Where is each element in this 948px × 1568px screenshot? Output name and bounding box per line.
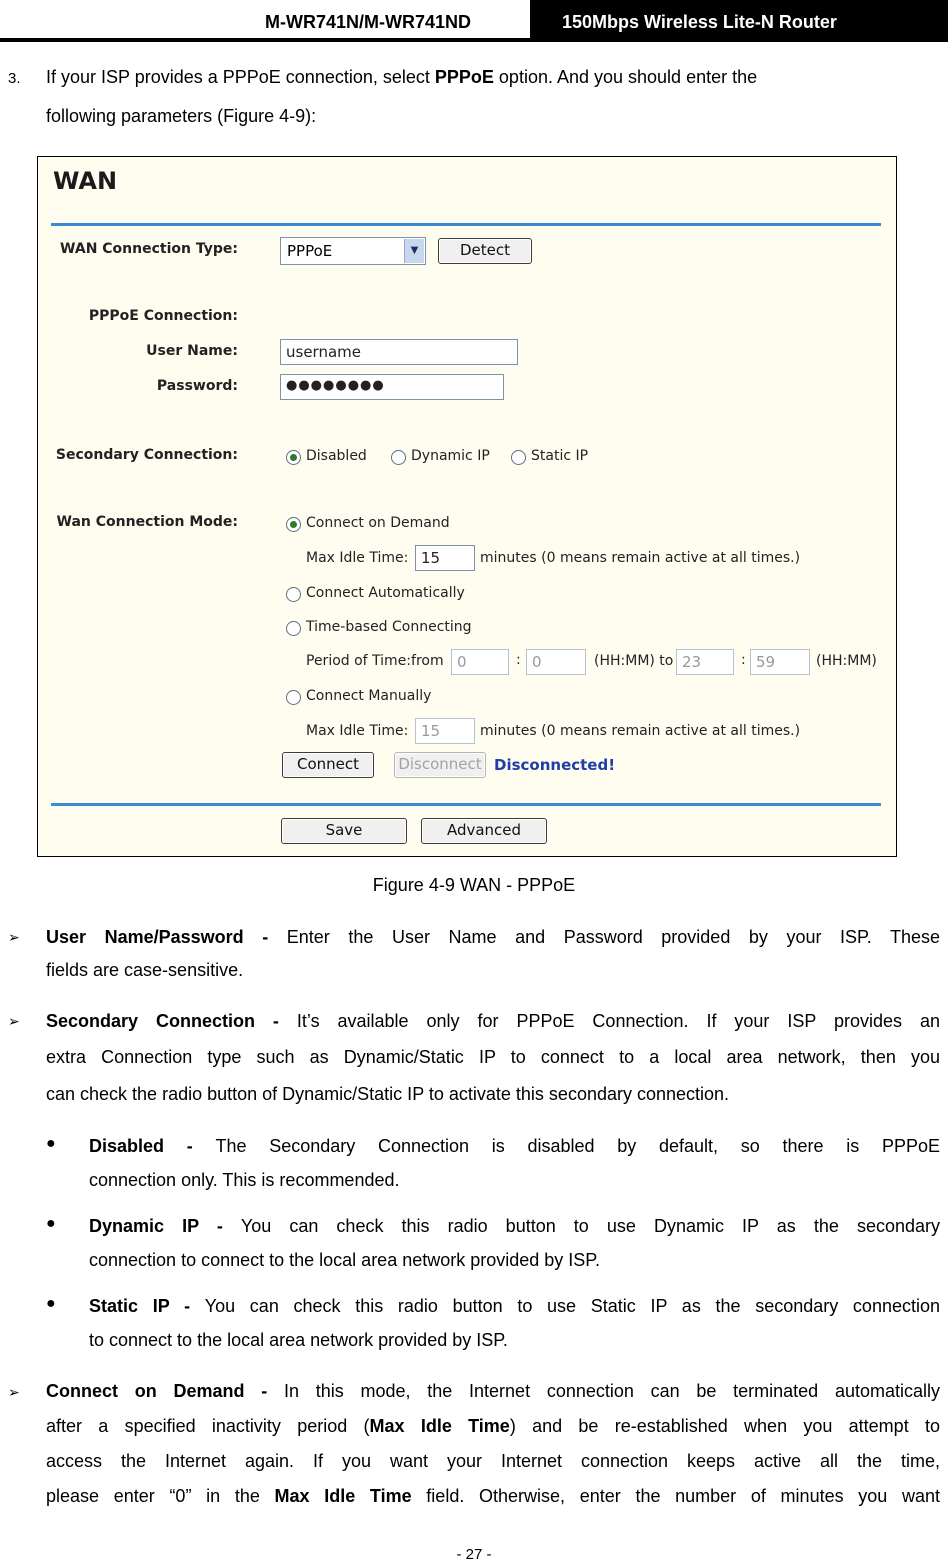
- user-password-line-2: fields are case-sensitive.: [46, 960, 244, 980]
- arrow-bullet-icon: ➢: [8, 1384, 20, 1400]
- connect-button[interactable]: Connect: [282, 752, 374, 778]
- secondary-static-ip-label: Static IP: [531, 448, 589, 464]
- connect-on-demand-label: Connect on Demand: [306, 515, 450, 531]
- secondary-line-2: extra Connection type such as Dynamic/Static IP to connect to a local area network, then you: [46, 1047, 940, 1067]
- detect-button[interactable]: Detect: [438, 238, 532, 264]
- dynamic-ip-line-1: Dynamic IP - You can check this radio button to use Dynamic IP as the secondary: [89, 1216, 940, 1236]
- max-idle-time-manual-note: minutes (0 means remain active at all times.): [480, 723, 801, 739]
- dynamic-ip-line-2: connection to connect to the local area network provided by ISP.: [89, 1250, 600, 1270]
- connect-automatically-label: Connect Automatically: [306, 585, 465, 601]
- secondary-disabled-label: Disabled: [306, 448, 367, 464]
- demand-line-2: after a specified inactivity period (Max Idle Time) and be re-established when you attempt to: [46, 1416, 940, 1436]
- max-idle-time-input[interactable]: 15: [415, 545, 475, 571]
- top-divider: [51, 223, 881, 226]
- max-idle-time-manual-input[interactable]: 15: [415, 718, 475, 744]
- demand-line-3: access the Internet again. If you want your Internet connection keeps active all the time,: [46, 1451, 940, 1471]
- connect-manually-label: Connect Manually: [306, 688, 432, 704]
- time-separator: :: [516, 652, 521, 668]
- static-ip-line-2: to connect to the local area network provided by ISP.: [89, 1330, 508, 1350]
- connect-on-demand-radio[interactable]: [286, 517, 301, 532]
- time-separator: :: [741, 652, 746, 668]
- period-of-time-label: Period of Time:from: [306, 653, 444, 669]
- max-idle-time-label: Max Idle Time:: [306, 550, 409, 566]
- header-rule: [0, 38, 948, 42]
- secondary-dynamic-ip-radio[interactable]: [391, 450, 406, 465]
- header-product: 150Mbps Wireless Lite-N Router: [530, 0, 948, 38]
- max-idle-time-manual-label: Max Idle Time:: [306, 723, 409, 739]
- user-name-input[interactable]: username: [280, 339, 518, 365]
- connect-automatically-radio[interactable]: [286, 587, 301, 602]
- save-button[interactable]: Save: [281, 818, 407, 844]
- max-idle-time-note: minutes (0 means remain active at all times.): [480, 550, 801, 566]
- pppoe-connection-label: PPPoE Connection:: [88, 308, 238, 324]
- period-from-hour-input[interactable]: 0: [451, 649, 509, 675]
- advanced-button[interactable]: Advanced: [421, 818, 547, 844]
- demand-line-1: Connect on Demand - In this mode, the Internet connection can be terminated automatically: [46, 1381, 940, 1401]
- hhmm-to-label: (HH:MM) to: [594, 653, 674, 669]
- arrow-bullet-icon: ➢: [8, 1013, 20, 1029]
- hhmm-label: (HH:MM): [816, 653, 877, 669]
- wan-connection-type-select[interactable]: [280, 237, 426, 265]
- disabled-line-2: connection only. This is recommended.: [89, 1170, 400, 1190]
- page-number: - 27 -: [456, 1546, 492, 1563]
- wan-settings-figure: [37, 156, 897, 857]
- secondary-line-3: can check the radio button of Dynamic/Static IP to activate this secondary connection.: [46, 1084, 730, 1104]
- intro-line-1: If your ISP provides a PPPoE connection, select PPPoE option. And you should enter the: [46, 67, 758, 87]
- wan-connection-mode-label: Wan Connection Mode:: [56, 514, 238, 530]
- step-number: 3.: [8, 70, 21, 87]
- disconnect-button[interactable]: Disconnect: [394, 752, 486, 778]
- connection-status: Disconnected!: [494, 756, 616, 774]
- period-from-minute-input[interactable]: 0: [526, 649, 586, 675]
- secondary-static-ip-radio[interactable]: [511, 450, 526, 465]
- secondary-dynamic-ip-label: Dynamic IP: [411, 448, 490, 464]
- dot-bullet-icon: ●: [46, 1135, 56, 1152]
- wan-title: WAN: [53, 167, 118, 195]
- dot-bullet-icon: ●: [46, 1295, 56, 1312]
- disabled-line-1: Disabled - The Secondary Connection is disabled by default, so there is PPPoE: [89, 1136, 940, 1156]
- secondary-disabled-radio[interactable]: [286, 450, 301, 465]
- header-model: M-WR741N/M-WR741ND: [265, 12, 472, 32]
- secondary-connection-label: Secondary Connection:: [55, 447, 238, 463]
- password-label: Password:: [156, 378, 238, 394]
- intro-line-2: following parameters (Figure 4-9):: [46, 106, 317, 126]
- demand-line-4: please enter “0” in the Max Idle Time field. Otherwise, enter the number of minutes you want: [46, 1486, 940, 1506]
- time-based-connecting-radio[interactable]: [286, 621, 301, 636]
- connect-manually-radio[interactable]: [286, 690, 301, 705]
- secondary-line-1: Secondary Connection - It’s available only for PPPoE Connection. If your ISP provides an: [46, 1011, 941, 1031]
- period-to-minute-input[interactable]: 59: [750, 649, 810, 675]
- wan-connection-type-label: WAN Connection Type:: [60, 241, 238, 257]
- wan-connection-type-value: PPPoE: [287, 242, 333, 260]
- chevron-down-icon: ▼: [404, 239, 424, 263]
- arrow-bullet-icon: ➢: [8, 929, 20, 945]
- user-password-line-1: User Name/Password - Enter the User Name and Password provided by your ISP. These: [46, 927, 940, 947]
- bottom-divider: [51, 803, 881, 806]
- time-based-connecting-label: Time-based Connecting: [306, 619, 472, 635]
- period-to-hour-input[interactable]: 23: [676, 649, 734, 675]
- figure-caption: Figure 4-9 WAN - PPPoE: [372, 875, 576, 895]
- dot-bullet-icon: ●: [46, 1215, 56, 1232]
- user-name-label: User Name:: [146, 343, 238, 359]
- password-input[interactable]: ●●●●●●●●: [280, 374, 504, 400]
- static-ip-line-1: Static IP - You can check this radio button to use Static IP as the secondary connection: [89, 1296, 941, 1316]
